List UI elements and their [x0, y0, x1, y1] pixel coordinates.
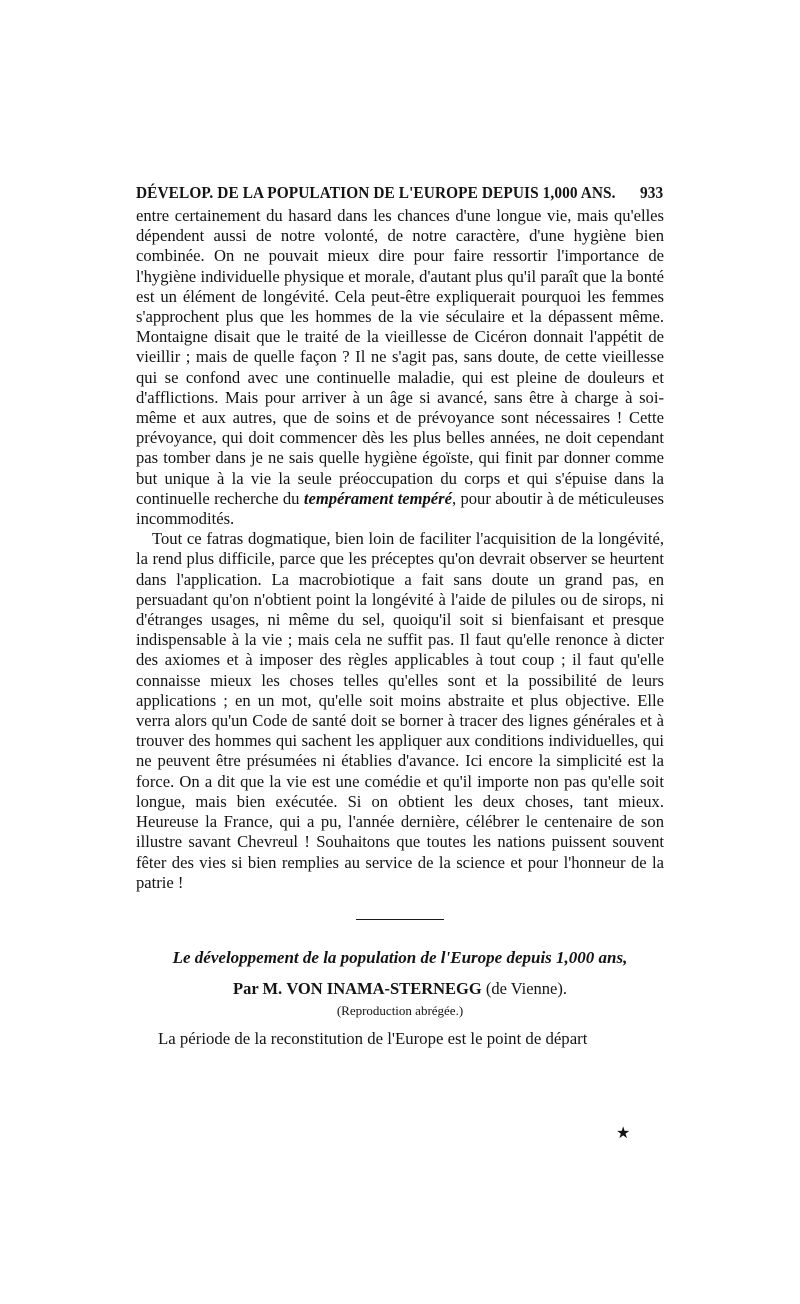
paragraph-1-emphasis: tempérament tempéré: [303, 488, 452, 508]
paragraph-1: [136, 206, 664, 529]
page-number: 933: [640, 183, 664, 202]
body-text: [136, 206, 664, 893]
paragraph-2-text: Tout ce fatras dogmatique, bien loin de faciliter l'acquisition de la longévité, la rend plus difficile, parce que les préceptes qu'on devrait observer se heurtent dans l'application. La macrobiotique a fait sans doute un grand pas, en persuadant qu'on n'obtient point la longévité à l'aide de pilules ou de sirops, ni d'étranges usages, ni même du sel, quoiqu'il soit si bienfaisant et presque indispensable à la vie ; mais cela ne suffit pas. Il faut qu'elle renonce à dicter des axiomes et à imposer des règles applicables à tout coup ; il faut qu'elle connaisse mieux les choses telles qu'elles sont et la possibilité de leurs applications ; en un mot, qu'elle soit moins abstraite et plus objective. Elle verra alors qu'un Code de santé doit se borner à tracer des lignes générales et à trouver des hommes qui sachent les appliquer aux conditions individuelles, qui ne peuvent être présumées ni établies d'avance. Ici encore la simplicité est la force. On a dit que la vie est une comédie et qu'il importe non pas qu'elle soit longue, mais bien exécutée. Si on obtient les deux choses, tant mieux. Heureuse la France, qui a pu, l'année dernière, célébrer le centenaire de son illustre savant Chevreul ! Souhaitons que toutes les nations puissent souvent fêter des vies si bien remplies au service de la science et pour l'honneur de la patrie !: [136, 529, 664, 892]
author-affiliation: (de Vienne).: [485, 978, 567, 998]
reproduction-note: (Reproduction abrégée.): [336, 1002, 464, 1018]
author-prefix: Par M.: [233, 978, 283, 998]
article-first-line: La période de la reconstitution de l'Europe est le point de départ: [158, 1028, 588, 1048]
paragraph-1-text: entre certainement du hasard dans les chances d'une longue vie, mais qu'elles dépendent aussi de notre volonté, de notre caractère, d'une hygiène bien combinée. On ne pouvait mieux dire pour faire ressortir l'importance de l'hygiène individuelle physique et morale, d'autant plus qu'il paraît que la bonté est un élément de longévité. Cela peut-être expliquerait pourquoi les femmes s'approchent plus que les hommes de la vie séculaire et la dépassent même. Montaigne disait que le traité de la vieillesse de Cicéron donnait l'appétit de vieillir ; mais de quelle façon ? Il ne s'agit pas, sans doute, de cette vieillesse qui se confond avec une continuelle maladie, qui est pleine de douleurs et d'afflictions. Mais pour arriver à un âge si avancé, sans être à charge à soi-même et aux autres, que de soins et de prévoyance sont nécessaires ! Cette prévoyance, qui doit commencer dès les plus belles années, ne doit cependant pas tomber dans je ne sais quelle hygiène égoïste, qui finit par donner comme but unique à la vie la seule préoccupation du corps et qui s'épuise dans la continuelle recherche du: [136, 206, 664, 508]
author-name: VON INAMA-STERNEGG: [286, 978, 482, 998]
paragraph-1-tail: , pour aboutir à de méticuleuses incommodités.: [136, 488, 664, 529]
section-divider: [356, 919, 444, 920]
paragraph-2: [136, 529, 664, 893]
author-line: [136, 978, 664, 1000]
signature-mark: ★: [616, 1125, 631, 1142]
page: [136, 182, 664, 1050]
article-title: Le développement de la population de l'Europe depuis 1,000 ans,: [172, 947, 628, 967]
running-head: [136, 182, 663, 204]
running-title: DÉVELOP. DE LA POPULATION DE L'EUROPE DEPUIS 1,000 ANS.: [136, 183, 616, 202]
